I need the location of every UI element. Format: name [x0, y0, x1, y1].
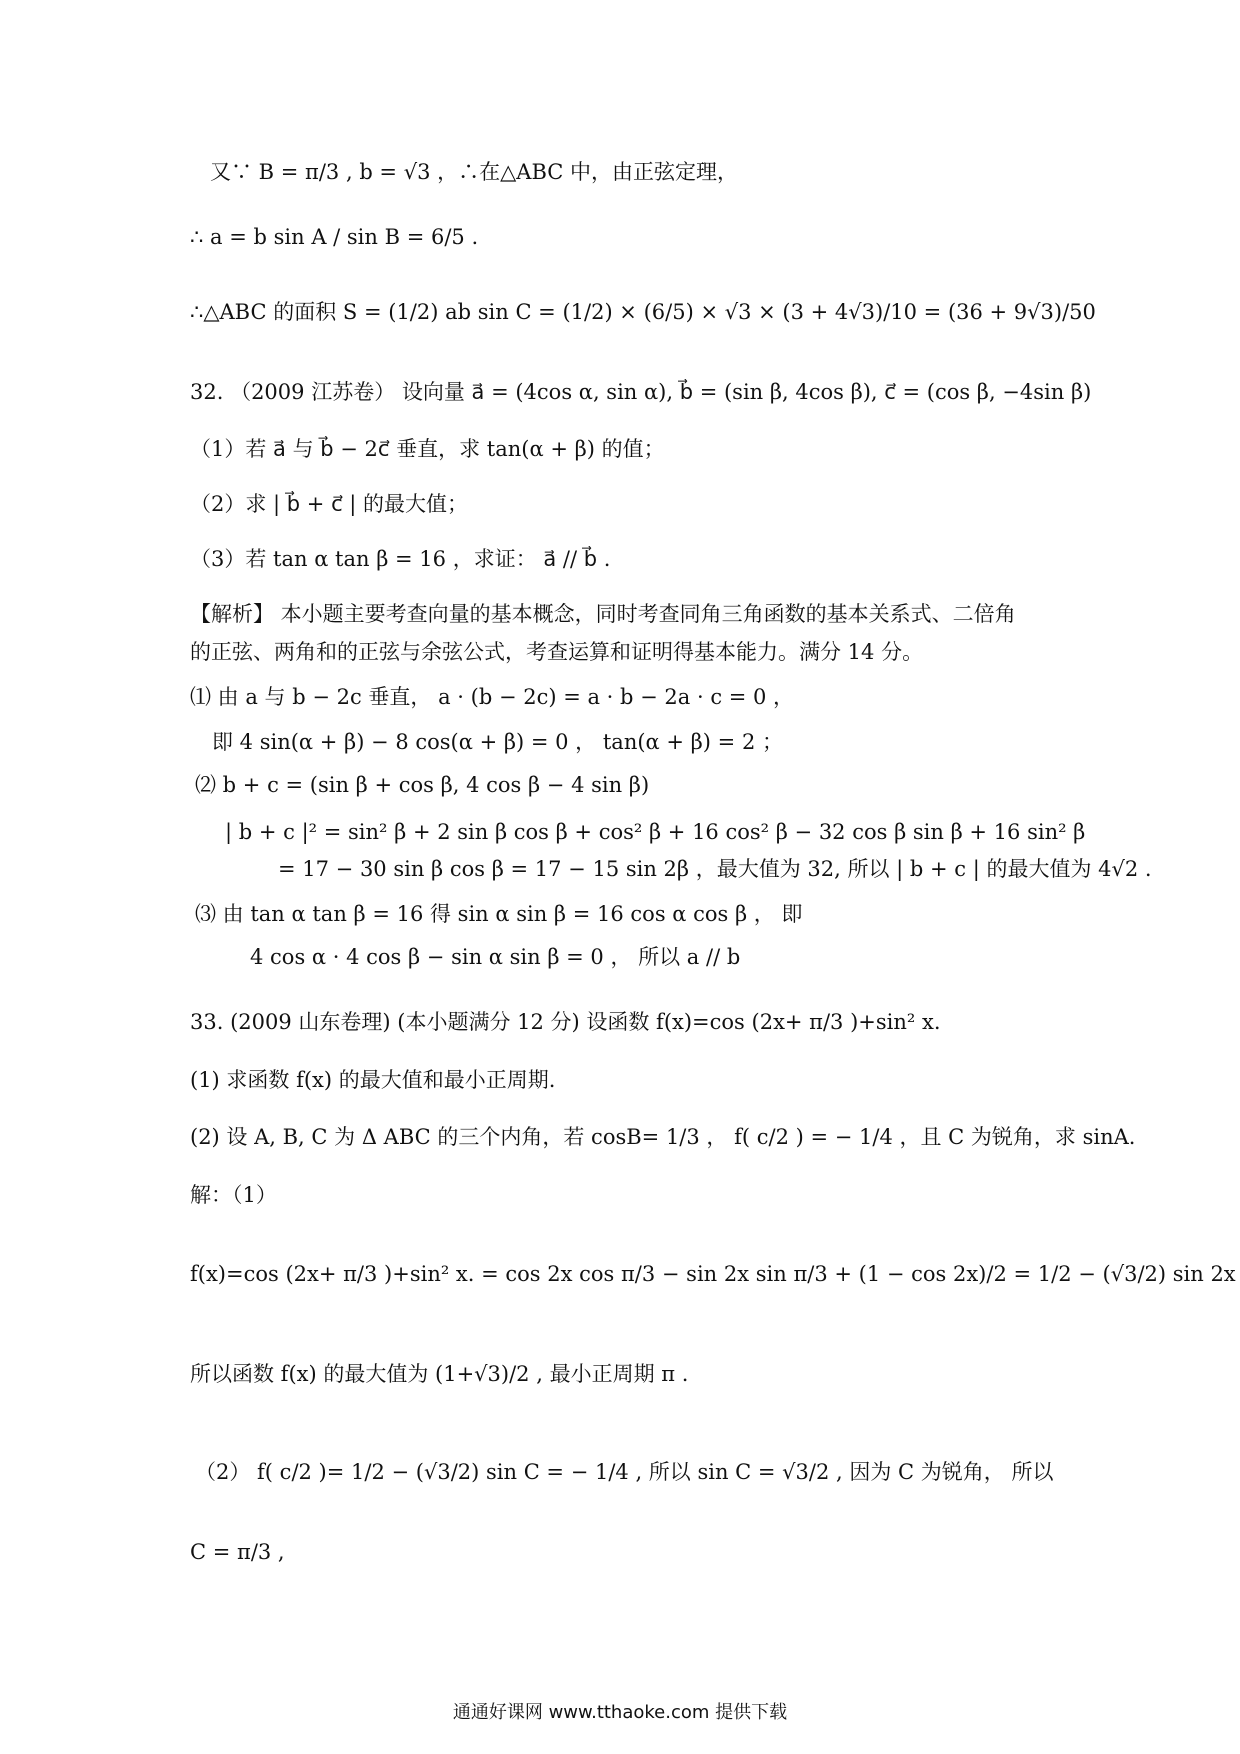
line-17: 33. (2009 山东卷理) (本小题满分 12 分) 设函数 f(x)=cos (2x+ π/3 )+sin² x.	[190, 1010, 941, 1034]
line-6: （2）求 | b⃗ + c⃗ | 的最大值；	[190, 492, 469, 516]
line-23: （2） f( c/2 )= 1/2 − (√3/2) sin C = − 1/4 , 所以 sin C = √3/2 , 因为 C 为锐角， 所以	[195, 1460, 1054, 1484]
line-4: 32. （2009 江苏卷） 设向量 a⃗ = (4cos α, sin α), b⃗ = (sin β, 4cos β), c⃗ = (cos β, −4sin β)	[190, 380, 1092, 404]
line-2: ∴ a = b sin A / sin B = 6/5 .	[190, 225, 479, 249]
line-9: 的正弦、两角和的正弦与余弦公式，考查运算和证明得基本能力。满分 14 分。	[190, 640, 924, 664]
line-11: 即 4 sin(α + β) − 8 cos(α + β) = 0 ， tan(α + β) = 2 ；	[212, 730, 783, 754]
line-13: | b + c |² = sin² β + 2 sin β cos β + cos² β + 16 cos² β − 32 cos β sin β + 16 sin² β	[225, 820, 1086, 844]
line-19: (2) 设 A, B, C 为 Δ ABC 的三个内角，若 cosB= 1/3 ， f( c/2 ) = − 1/4 ，且 C 为锐角，求 sinA.	[190, 1125, 1136, 1149]
line-10: ⑴ 由 a 与 b − 2c 垂直， a · (b − 2c) = a · b − 2a · c = 0 ，	[190, 685, 795, 709]
line-12: ⑵ b + c = (sin β + cos β, 4 cos β − 4 sin β)	[195, 773, 650, 797]
line-16: 4 cos α · 4 cos β − sin α sin β = 0 ， 所以 a // b	[250, 945, 741, 969]
line-24: C = π/3 ,	[190, 1540, 285, 1564]
line-22: 所以函数 f(x) 的最大值为 (1+√3)/2 , 最小正周期 π .	[190, 1362, 689, 1386]
page-footer: 通通好课网 www.tthaoke.com 提供下载	[452, 1702, 788, 1723]
line-20: 解：（1）	[190, 1183, 277, 1207]
line-21: f(x)=cos (2x+ π/3 )+sin² x. = cos 2x cos π/3 − sin 2x sin π/3 + (1 − cos 2x)/2 = 1/2 − (√3/2) sin 2x	[190, 1262, 1236, 1286]
line-15: ⑶ 由 tan α tan β = 16 得 sin α sin β = 16 cos α cos β ， 即	[195, 902, 803, 926]
line-14: = 17 − 30 sin β cos β = 17 − 15 sin 2β ，最大值为 32, 所以 | b + c | 的最大值为 4√2 .	[278, 857, 1152, 881]
line-8: 【解析】 本小题主要考查向量的基本概念，同时考查同角三角函数的基本关系式、二倍角	[190, 602, 1016, 626]
line-1: 又∵ B = π/3 , b = √3 ，∴在△ABC 中，由正弦定理，	[210, 160, 739, 184]
line-5: （1）若 a⃗ 与 b⃗ − 2c⃗ 垂直，求 tan(α + β) 的值；	[190, 437, 665, 461]
line-7: （3）若 tan α tan β = 16 ，求证： a⃗ // b⃗ .	[190, 547, 611, 571]
line-18: (1) 求函数 f(x) 的最大值和最小正周期.	[190, 1068, 556, 1092]
line-3: ∴△ABC 的面积 S = (1/2) ab sin C = (1/2) × (6/5) × √3 × (3 + 4√3)/10 = (36 + 9√3)/50	[190, 300, 1096, 324]
